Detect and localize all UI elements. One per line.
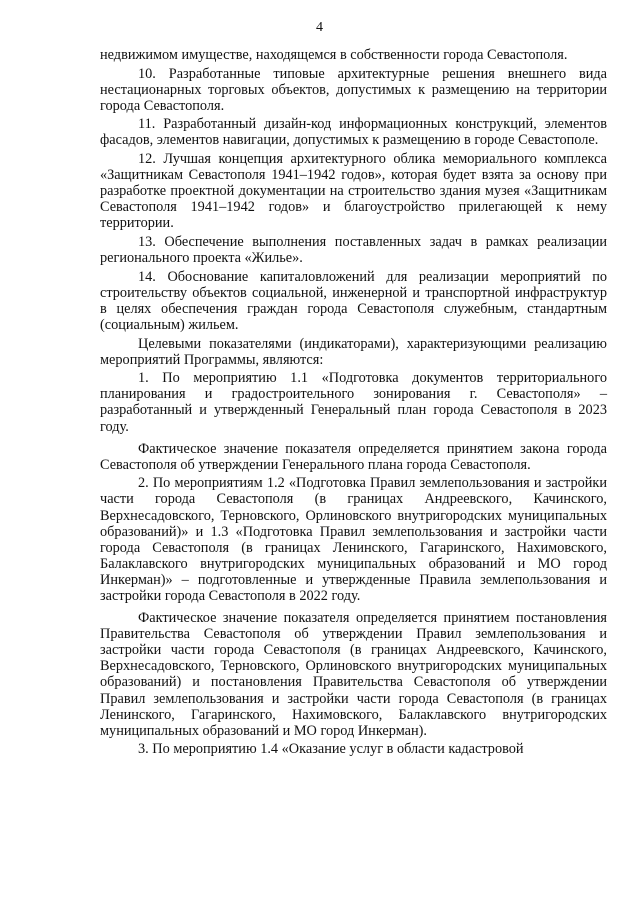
paragraph-continuation: недвижимом имуществе, находящемся в собственности города Севастополя. [100,47,568,63]
paragraph-indicator-1: 1. По мероприятию 1.1 «Подготовка документов территориального планирования и градостроительного зонирования г. Севастополя» – разработанный и утвержденный Генеральный план города Севастополя в 2023 году. [100,370,607,435]
document-body [100,47,607,760]
paragraph-indicator-1-actual-value: Фактическое значение показателя определяется принятием закона города Севастополя об утверждении Генерального плана города Севастополя. [100,440,607,473]
paragraph-target-indicators-intro: Целевыми показателями (индикаторами), характеризующими реализацию мероприятий Программы, являются: [100,335,607,368]
paragraph-item-10: 10. Разработанные типовые архитектурные решения внешнего вида нестационарных торговых объектов, допустимых к размещению на территории города Севастополя. [100,65,607,114]
page-number: 4 [316,20,323,35]
paragraph-item-13: 13. Обеспечение выполнения поставленных задач в рамках реализации регионального проекта «Жилье». [100,234,607,267]
paragraph-item-12: 12. Лучшая концепция архитектурного облика мемориального комплекса «Защитникам Севастополя 1941–1942 годов», которая будет взята за основу при разработке проектной документации на строительство здания музея «Защитникам Севастополя 1941–1942 годов» и благоустройство прилегающей к нему территории. [100,151,607,232]
paragraph-indicator-2: 2. По мероприятиям 1.2 «Подготовка Правил землепользования и застройки части города Севастополя (в границах Андреевского, Качинского, Верхнесадовского, Терновского, Орлиновского внутригородских муниципальных образований)» и 1.3 «Подготовка Правил землепользования и застройки части города Севастополя (в границах Ленинского, Гагаринского, Нахимовского, Балаклавского внутригородских муниципальных образований и МО город Инкерман)» – подготовленные и утвержденные Правила землепользования и застройки города Севастополя в 2022 году. [100,475,607,604]
paragraph-indicator-3: 3. По мероприятию 1.4 «Оказание услуг в области кадастровой [138,741,524,758]
paragraph-indicator-2-actual-value: Фактическое значение показателя определяется принятием постановления Правительства Севастополя об утверждении Правил землепользования и застройки части города Севастополя (в границах Андреевского, Качинского, Верхнесадовского, Терновского, Орлиновского внутригородских муниципальных образований) и постановления Правительства Севастополя об утверждении Правил землепользования и застройки части города Севастополя (в границах Ленинского, Гагаринского, Нахимовского, Балаклавского внутригородских муниципальных образований и МО город Инкерман). [100,610,607,739]
paragraph-item-14: 14. Обоснование капиталовложений для реализации мероприятий по строительству объектов социальной, инженерной и транспортной инфраструктур в целях обеспечения граждан города Севастополя служебным, стандартным (социальным) жильем. [100,268,607,333]
paragraph-item-11: 11. Разработанный дизайн-код информационных конструкций, элементов фасадов, элементов навигации, допустимых к размещению в городе Севастополе. [100,116,607,149]
